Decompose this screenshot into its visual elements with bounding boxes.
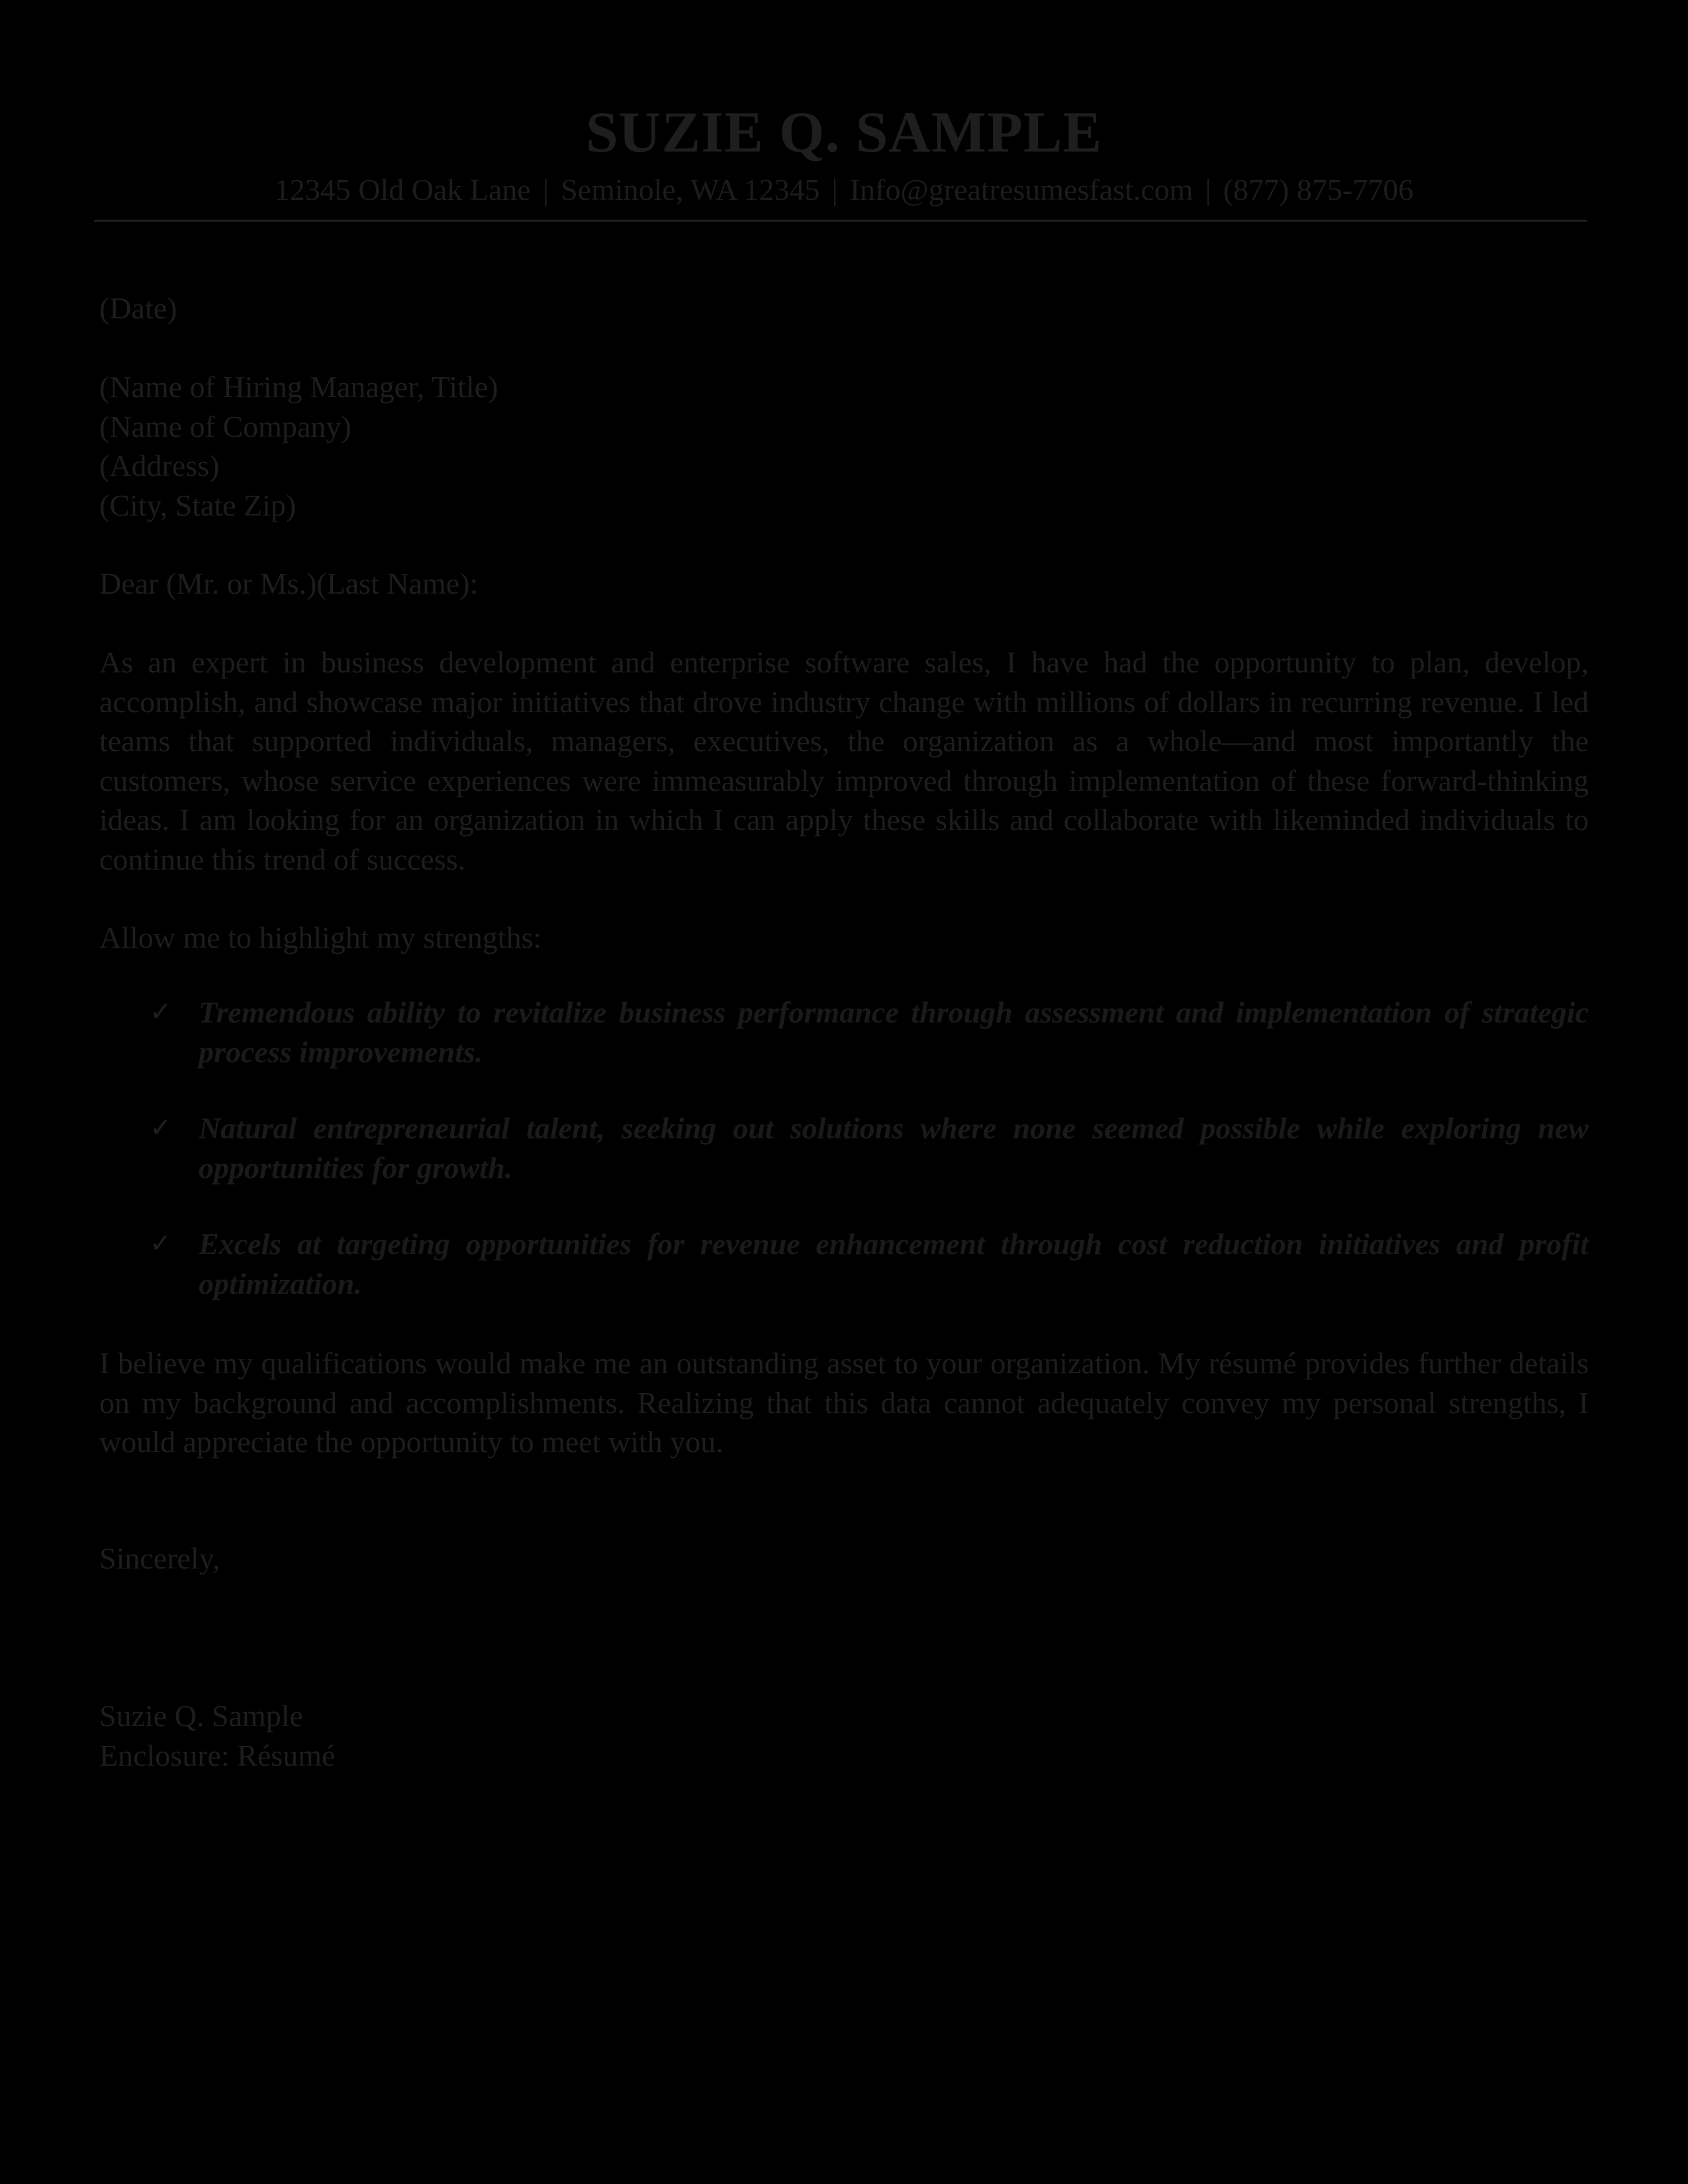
contact-city: Seminole, WA 12345 <box>561 173 820 206</box>
strength-text: Excels at targeting opportunities for revenue enhancement through cost reduction initiatives and profit optimization. <box>199 1227 1589 1300</box>
list-item <box>99 1109 1589 1187</box>
contact-phone: (877) 875-7706 <box>1223 173 1414 206</box>
strengths-list <box>99 993 1589 1340</box>
contact-email: Info@greatresumesfast.com <box>849 173 1194 206</box>
recipient-address: (Address) <box>99 449 220 482</box>
valediction: Sincerely, <box>99 1541 220 1575</box>
checkmark-icon: ✓ <box>150 1113 172 1143</box>
signature-name: Suzie Q. Sample <box>99 1699 303 1733</box>
signature-block <box>99 1696 335 1775</box>
letter-date: (Date) <box>99 291 177 325</box>
list-item <box>99 1224 1589 1303</box>
recipient-name-title: (Name of Hiring Manager, Title) <box>99 370 498 404</box>
recipient-block <box>99 367 498 525</box>
recipient-city-state-zip: (City, State Zip) <box>99 488 297 522</box>
contact-separator: | <box>542 173 549 206</box>
contact-separator: | <box>831 173 838 206</box>
checkmark-icon: ✓ <box>150 1228 172 1259</box>
salutation: Dear (Mr. or Ms.)(Last Name): <box>99 567 479 600</box>
contact-separator: | <box>1205 173 1211 206</box>
checkmark-icon: ✓ <box>150 997 172 1027</box>
contact-address: 12345 Old Oak Lane <box>274 173 531 206</box>
recipient-company: (Name of Company) <box>99 409 352 443</box>
closing-paragraph: I believe my qualifications would make me an outstanding asset to your organization. My résumé provides further details on my background and accomplishments. Realizing that this data cannot adequately convey my personal strengths, I would appreciate the opportunity to meet with you. <box>99 1346 1589 1459</box>
strength-text: Tremendous ability to revitalize business performance through assessment and implementation of strategic process improvements. <box>199 995 1589 1069</box>
applicant-name: SUZIE Q. SAMPLE <box>585 101 1103 165</box>
strength-text: Natural entrepreneurial talent, seeking out solutions where none seemed possible while exploring new opportunities for growth. <box>199 1111 1589 1185</box>
header-divider <box>94 220 1587 222</box>
strengths-intro: Allow me to highlight my strengths: <box>99 921 542 954</box>
list-item <box>99 993 1589 1071</box>
enclosure-line: Enclosure: Résumé <box>99 1738 336 1772</box>
intro-paragraph: As an expert in business development and enterprise software sales, I have had the opportunity to plan, develop, accomplish, and showcase major initiatives that drove industry change with millions of dollars in recurring revenue. I led teams that supported individuals, managers, executives, the organization as a whole—and most importantly the customers, whose service experiences were immeasurably improved through implementation of these forward-thinking ideas. I am looking for an organization in which I can apply these skills and collaborate with likeminded individuals to continue this trend of success. <box>99 645 1589 876</box>
contact-line <box>0 172 1688 207</box>
